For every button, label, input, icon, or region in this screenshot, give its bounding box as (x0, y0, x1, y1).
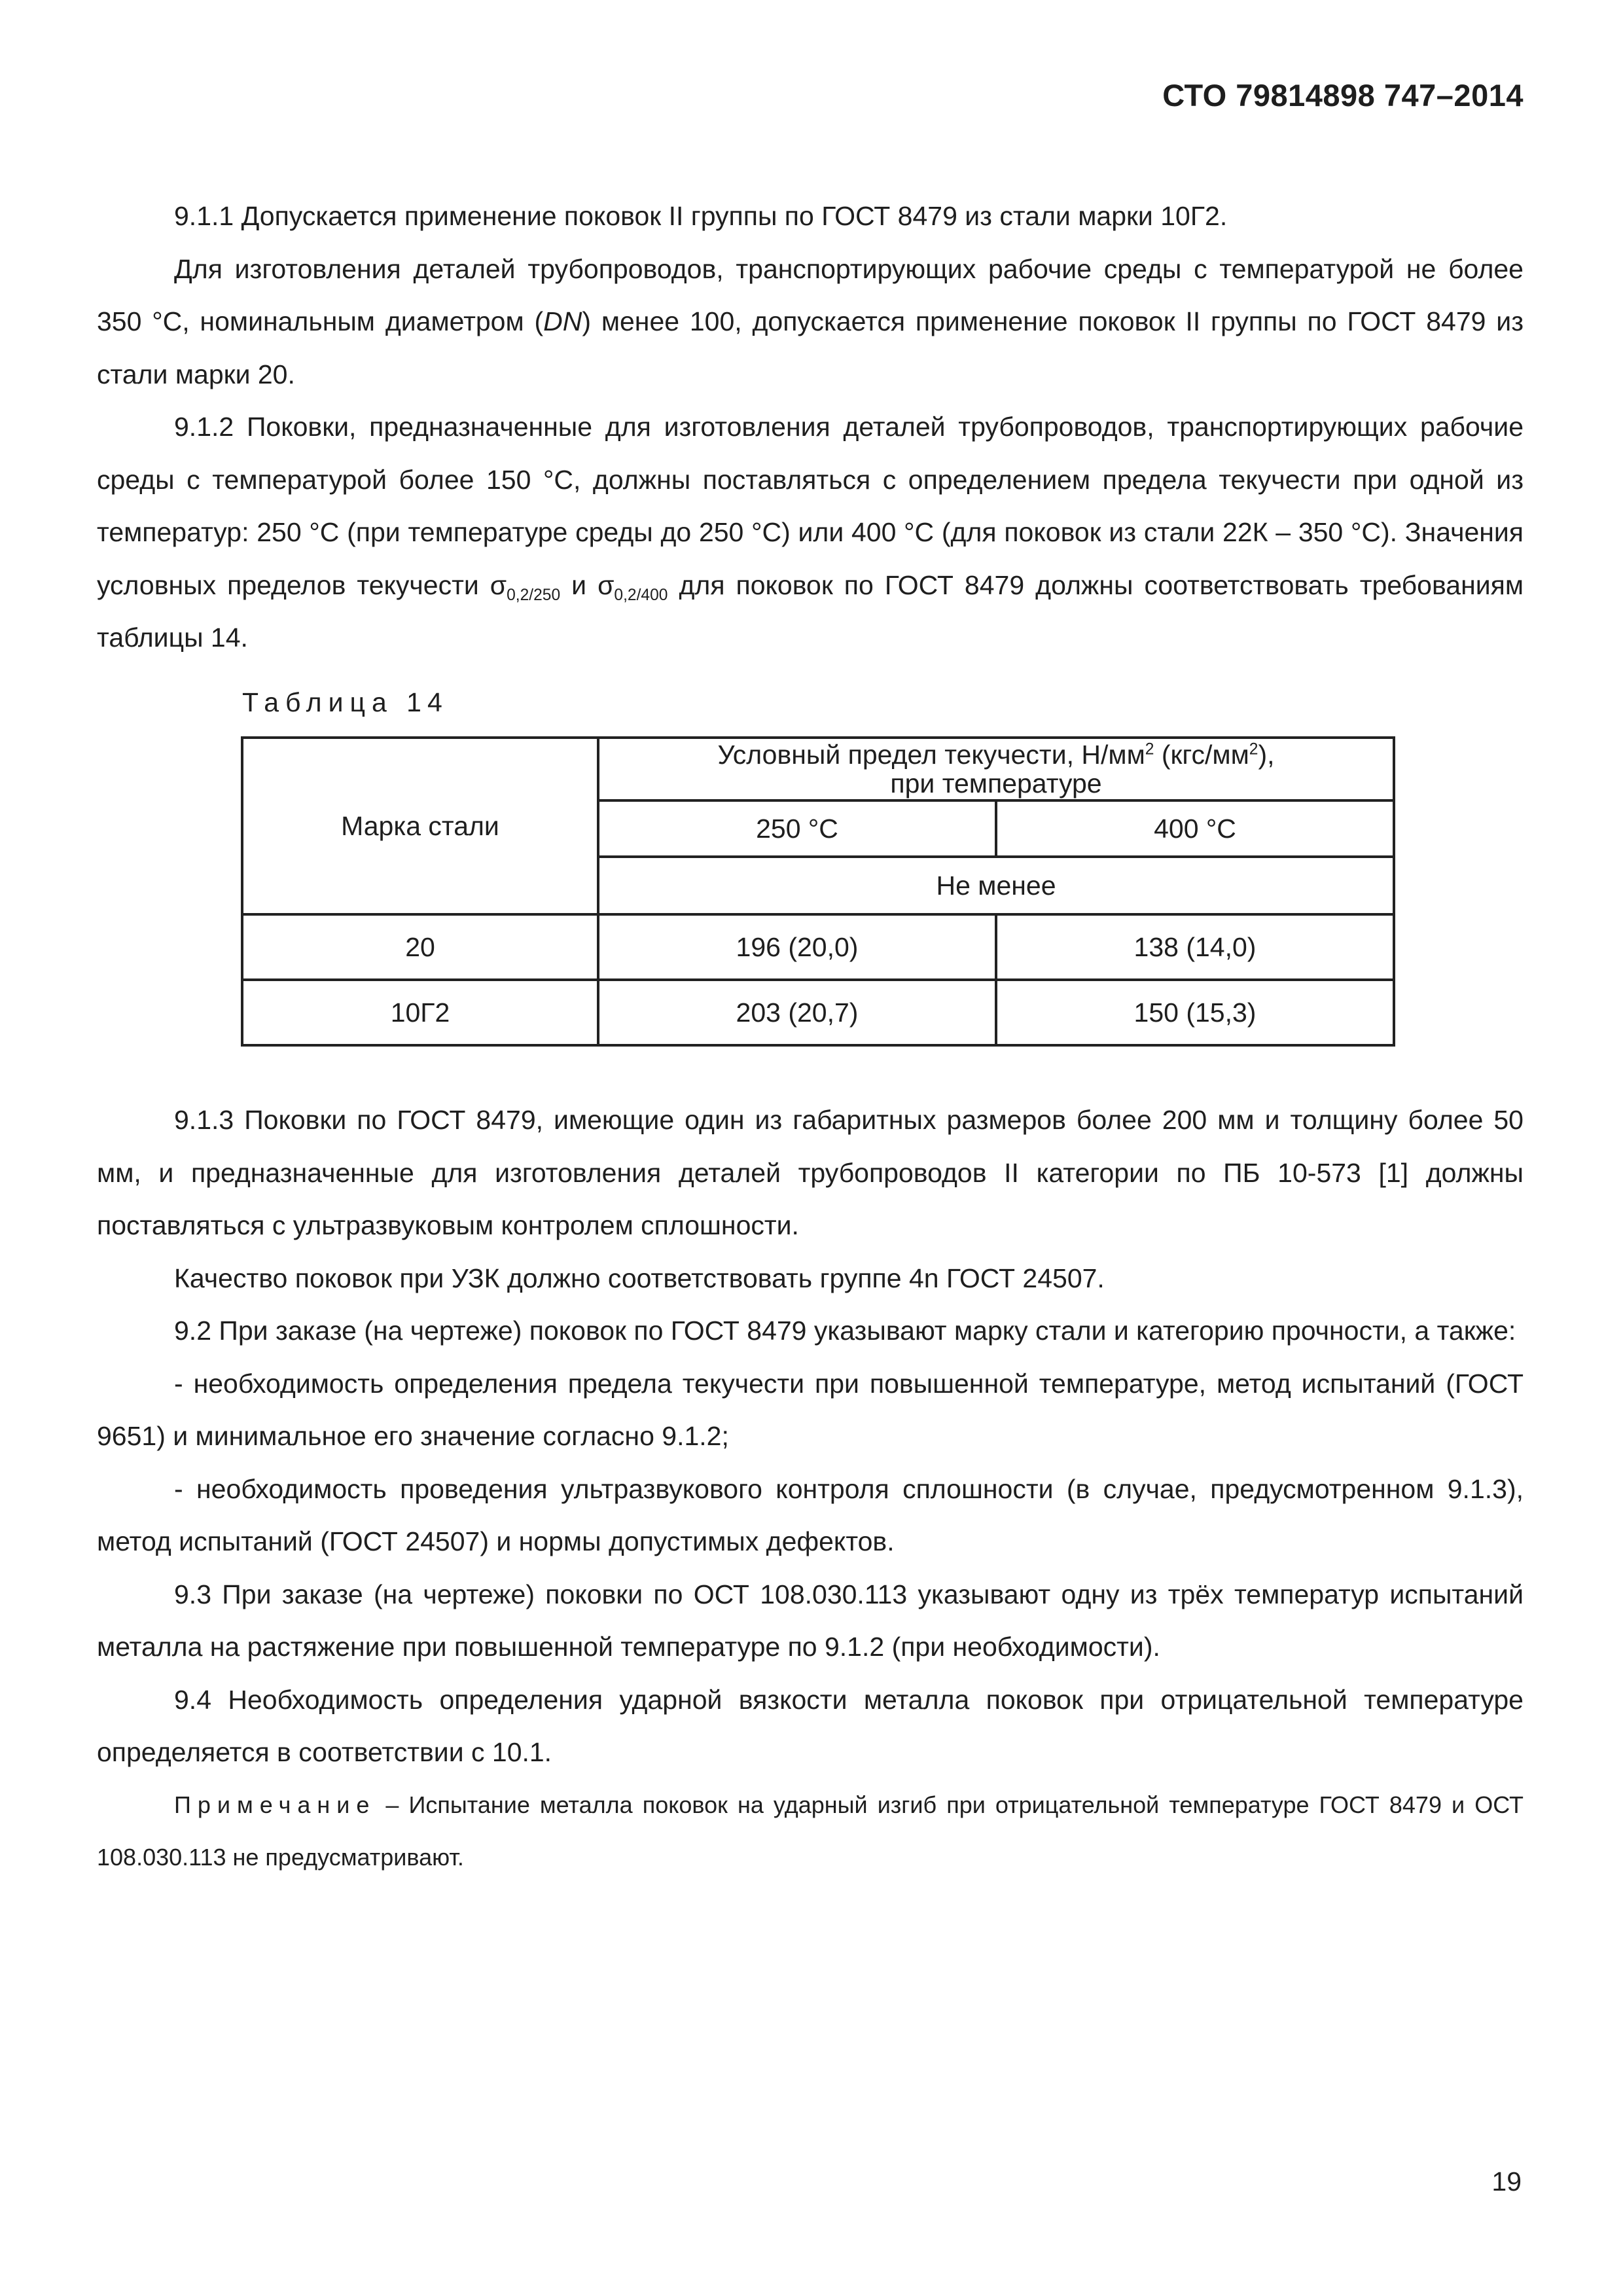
cell-value-250: 196 (20,0) (598, 914, 996, 980)
text-fragment: при температуре (890, 768, 1102, 798)
yield-strength-table (241, 736, 1395, 1047)
clause-9-2-item-1: - необходимость определения предела текучести при повышенной температуре, метод испытаний (ГОСТ 9651) и минимальное его значение согласно 9.1.2; (97, 1368, 1524, 1451)
sigma-subscript-250: 0,2/250 (507, 586, 561, 604)
page-number: 19 (1491, 2166, 1522, 2197)
table-caption-word: Таблица (242, 687, 393, 717)
note-label: Примечание (174, 1791, 376, 1818)
table-caption (242, 676, 1524, 729)
sigma-subscript-400: 0,2/400 (614, 586, 668, 604)
clause-9-1-1-paragraph-2 (97, 243, 1524, 401)
text-fragment: 9.1.2 Поковки, предназначенные для изготовления деталей трубопроводов, транспортирующих рабочие среды с температурой более 150 °С, должны поставляться с определением предела текучести при одной из температур: 250 °С (при температуре среды до 250 °С) или 400 °С (для поковок из стали 22К – 350 °С). Значения условных пределов текучести (97, 412, 1524, 600)
header-temp-250: 250 °С (598, 800, 996, 857)
cell-value-400: 150 (15,3) (996, 980, 1394, 1045)
cell-grade: 20 (242, 914, 598, 980)
cell-grade: 10Г2 (242, 980, 598, 1045)
sigma-symbol: σ (597, 569, 615, 600)
dn-symbol: DN (543, 306, 582, 336)
superscript: 2 (1145, 740, 1154, 759)
text-fragment: Условный предел текучести, Н/мм (717, 740, 1145, 770)
note-text: – Испытание металла поковок на ударный изгиб при отрицательной температуре ГОСТ 8479 и ОСТ 108.030.113 не предусматривают. (97, 1791, 1524, 1871)
text-fragment: ) менее 100, допускается применение поковок II группы по ГОСТ 8479 из стали марки 20. (97, 306, 1524, 389)
table-header-row (242, 738, 1394, 800)
text-fragment: ), (1258, 740, 1275, 770)
clause-9-2: 9.2 При заказе (на чертеже) поковок по ГОСТ 8479 указывают марку стали и категорию прочности, а также: (174, 1316, 1516, 1346)
cell-value-250: 203 (20,7) (598, 980, 996, 1045)
text-fragment: и (560, 569, 598, 600)
clause-9-1-3: 9.1.3 Поковки по ГОСТ 8479, имеющие один из габаритных размеров более 200 мм и толщину более 50 мм, и предназначенные для изготовления деталей трубопроводов II категории по ПБ 10-573 [1] должны поставляться с ультразвуковым контролем сплошности. (97, 1105, 1524, 1240)
header-steel-grade: Марка стали (242, 738, 598, 914)
clause-9-4: 9.4 Необходимость определения ударной вязкости металла поковок при отрицательной температуре определяется в соответствии с 10.1. (97, 1684, 1524, 1767)
clause-9-1-3-paragraph-2: Качество поковок при УЗК должно соответствовать группе 4n ГОСТ 24507. (174, 1263, 1105, 1293)
header-yield-strength (598, 738, 1394, 800)
clause-9-3: 9.3 При заказе (на чертеже) поковки по ОСТ 108.030.113 указывают одну из трёх температур испытаний металла на растяжение при повышенной температуре по 9.1.2 (при необходимости). (97, 1579, 1524, 1662)
note (97, 1779, 1524, 1884)
sigma-symbol: σ (490, 569, 507, 600)
table-caption-number: 14 (393, 687, 448, 717)
text-fragment: (кгс/мм (1154, 740, 1249, 770)
clause-9-1-1: 9.1.1 Допускается применение поковок II группы по ГОСТ 8479 из стали марки 10Г2. (174, 201, 1228, 231)
clause-9-2-item-2: - необходимость проведения ультразвукового контроля сплошности (в случае, предусмотренном 9.1.3), метод испытаний (ГОСТ 24507) и нормы допустимых дефектов. (97, 1473, 1524, 1556)
document-id-header: СТО 79814898 747–2014 (1162, 78, 1524, 113)
text-fragment: Для изготовления деталей трубопроводов, транспортирующих рабочие среды с температурой не более 350 °С, номинальным диаметром ( (97, 253, 1524, 336)
header-not-less: Не менее (598, 857, 1394, 914)
table-row (242, 980, 1394, 1045)
superscript: 2 (1249, 740, 1258, 759)
cell-value-400: 138 (14,0) (996, 914, 1394, 980)
body-text (97, 190, 1524, 1884)
text-fragment: для поковок по ГОСТ 8479 должны соответствовать требованиям таблицы 14. (97, 569, 1524, 653)
header-temp-400: 400 °С (996, 800, 1394, 857)
clause-9-1-2 (97, 401, 1524, 664)
table-row (242, 914, 1394, 980)
